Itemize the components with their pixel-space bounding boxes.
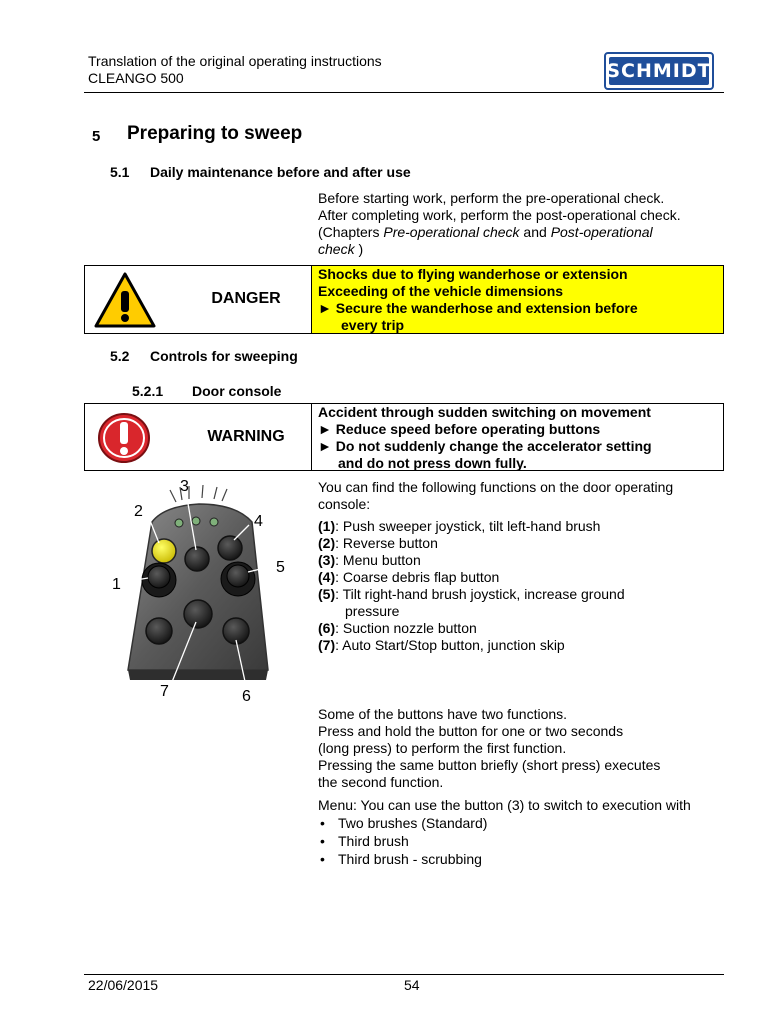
header-rule: [84, 92, 724, 93]
dual-function-line-5: the second function.: [318, 774, 444, 790]
header-title: Translation of the original operating instructions: [88, 53, 382, 69]
section-title: Preparing to sweep: [127, 123, 303, 144]
warning-triangle-icon: [93, 271, 157, 329]
console-item-4: (4): Coarse debris flap button: [318, 569, 500, 585]
maintenance-text: [318, 190, 728, 258]
callout-3: 3: [180, 478, 189, 495]
console-intro-line-2: console:: [318, 496, 371, 512]
danger-message: [312, 266, 723, 333]
dual-function-line-2: Press and hold the button for one or two seconds: [318, 723, 624, 739]
list-item: • Third brush - scrubbing: [318, 850, 728, 868]
dual-function-line-4: Pressing the same button briefly (short press) executes: [318, 757, 661, 773]
page-number: 54: [404, 977, 420, 993]
subsection-title-52: Controls for sweeping: [150, 348, 298, 364]
dual-function-line-1: Some of the buttons have two functions.: [318, 706, 568, 722]
exclamation-circle-icon: [97, 412, 151, 464]
maintenance-line-4: check ): [318, 241, 364, 257]
console-item-5-continued: pressure: [345, 603, 400, 619]
subsection-title: Daily maintenance before and after use: [150, 164, 411, 180]
list-item: • Two brushes (Standard): [318, 814, 728, 832]
callout-6: 6: [242, 688, 251, 705]
footer-date: 22/06/2015: [88, 977, 159, 993]
warning-line-3: ► Do not suddenly change the accelerator setting: [318, 438, 652, 454]
console-description: [318, 479, 728, 654]
console-item-6: (6): Suction nozzle button: [318, 620, 477, 636]
callout-2: 2: [134, 503, 143, 520]
subsection-number: 5.1: [110, 164, 130, 180]
subsection-number-52: 5.2: [110, 348, 130, 364]
warning-line-2: ► Reduce speed before operating buttons: [318, 421, 601, 437]
schmidt-logo: [604, 52, 714, 90]
list-item: • Third brush: [318, 832, 728, 850]
warning-signal-word: WARNING: [207, 428, 285, 445]
menu-options-list: [318, 814, 728, 868]
door-console-image: [104, 474, 294, 706]
console-item-2: (2): Reverse button: [318, 535, 438, 551]
danger-line-4: every trip: [341, 317, 405, 333]
footer-rule: [84, 974, 724, 975]
menu-description: Menu: You can use the button (3) to switch to execution with: [318, 797, 691, 813]
subsubsection-number: 5.2.1: [132, 383, 164, 399]
callout-4: 4: [254, 513, 263, 530]
subsubsection-title: Door console: [192, 383, 282, 399]
danger-line-3: ► Secure the wanderhose and extension before: [318, 300, 638, 316]
warning-message: [312, 404, 723, 470]
callout-5: 5: [276, 559, 285, 576]
console-intro-line-1: You can find the following functions on the door operating: [318, 479, 674, 495]
console-item-3: (3): Menu button: [318, 552, 421, 568]
warning-line-4: and do not press down fully.: [338, 455, 527, 471]
header-product: CLEANGO 500: [88, 70, 184, 86]
maintenance-line-3: (Chapters Pre-operational check and Post-operational: [318, 224, 653, 240]
callout-7: 7: [160, 683, 169, 700]
console-item-5: (5): Tilt right-hand brush joystick, increase ground: [318, 586, 625, 602]
dual-function-text: [318, 706, 728, 868]
danger-notice: [84, 265, 724, 334]
console-item-1: (1): Push sweeper joystick, tilt left-hand brush: [318, 518, 601, 534]
dual-function-line-3: (long press) to perform the first function.: [318, 740, 567, 756]
console-item-7: (7): Auto Start/Stop button, junction skip: [318, 637, 565, 653]
maintenance-line-1: Before starting work, perform the pre-operational check.: [318, 190, 665, 206]
danger-line-2: Exceeding of the vehicle dimensions: [318, 283, 564, 299]
danger-line-1: Shocks due to flying wanderhose or extension: [318, 266, 628, 282]
logo-text: SCHMIDT: [609, 57, 709, 85]
warning-line-1: Accident through sudden switching on movement: [318, 404, 651, 420]
danger-signal-word: DANGER: [211, 290, 281, 307]
section-number: 5: [92, 128, 101, 145]
maintenance-line-2: After completing work, perform the post-operational check.: [318, 207, 681, 223]
warning-notice: [84, 403, 724, 471]
callout-1: 1: [112, 576, 121, 593]
